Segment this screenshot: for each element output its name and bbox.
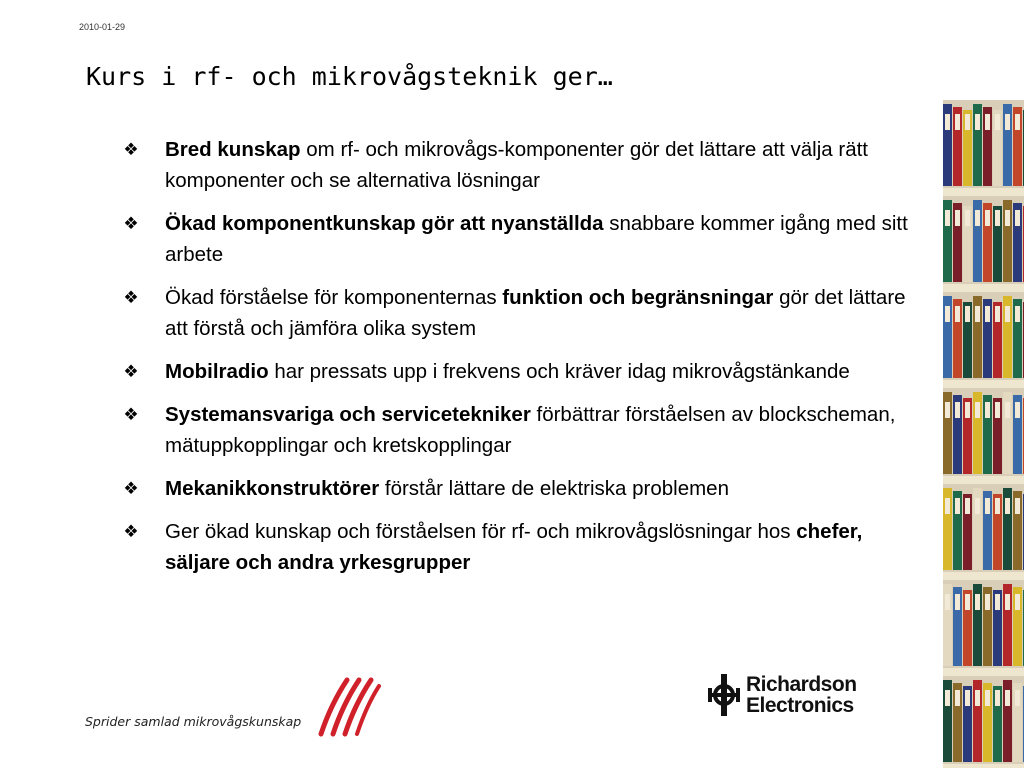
bullet-text: om rf- och mikrovågs-komponenter gör det lättare att välja rätt komponenter och se alternativa lösningar — [165, 138, 868, 192]
tagline: Sprider samlad mikrovågskunskap — [85, 714, 302, 729]
bullet-marker-icon: ❖ — [123, 522, 139, 541]
bullet-marker-icon: ❖ — [123, 288, 139, 307]
bullet-item — [120, 473, 920, 504]
bullet-text-bold: Mekanikkonstruktörer — [165, 477, 380, 500]
bullet-item — [120, 399, 920, 461]
bullet-item — [120, 282, 920, 344]
bullet-marker-icon: ❖ — [123, 479, 139, 498]
bullet-text: Ger ökad kunskap och förståelsen för rf- och mikrovågslösningar hos — [165, 520, 797, 543]
bullet-text-bold: chefer, säljare och andra yrkesgrupper — [165, 520, 863, 574]
bullet-text: har pressats upp i frekvens och kräver idag mikrovågstänkande — [268, 360, 850, 383]
bullet-marker-icon: ❖ — [123, 405, 139, 424]
bullet-text-bold: Systemansvariga och servicetekniker — [165, 403, 531, 426]
slide-date: 2010-01-29 — [79, 22, 126, 32]
logo-line-1: Richardson — [746, 673, 857, 696]
richardson-logo — [706, 672, 857, 718]
logo-line-2: Electronics — [746, 694, 854, 717]
bullet-marker-icon: ❖ — [123, 214, 139, 233]
bullet-marker-icon: ❖ — [123, 140, 139, 159]
bullet-text: förstår lättare de elektriska problemen — [379, 477, 729, 500]
bullet-marker-icon: ❖ — [123, 362, 139, 381]
logo-symbol-icon — [706, 672, 742, 718]
bullet-text: förbättrar förståelsen av blockscheman, mätuppkopplingar och kretskopplingar — [165, 403, 896, 457]
bullet-text: snabbare kommer igång med sitt arbete — [165, 212, 908, 266]
bullet-list — [120, 134, 920, 590]
slide-title: Kurs i rf- och mikrovågsteknik ger… — [86, 62, 613, 91]
bullet-item — [120, 356, 920, 387]
bullet-text: Ökad förståelse för komponenternas — [165, 286, 503, 309]
bullet-text-bold: funktion och begränsningar — [502, 286, 774, 309]
bullet-item — [120, 516, 920, 578]
bullet-text-bold: Ökad komponentkunskap gör att nyanställda — [165, 212, 604, 235]
bullet-item — [120, 208, 920, 270]
bookshelf-image — [943, 100, 1024, 768]
bullet-text: gör det lättare att förstå och jämföra olika system — [165, 286, 906, 340]
swoosh-logo — [313, 676, 383, 738]
bullet-text-bold: Bred kunskap — [165, 138, 301, 161]
bullet-item — [120, 134, 920, 196]
bullet-text-bold: Mobilradio — [165, 360, 269, 383]
